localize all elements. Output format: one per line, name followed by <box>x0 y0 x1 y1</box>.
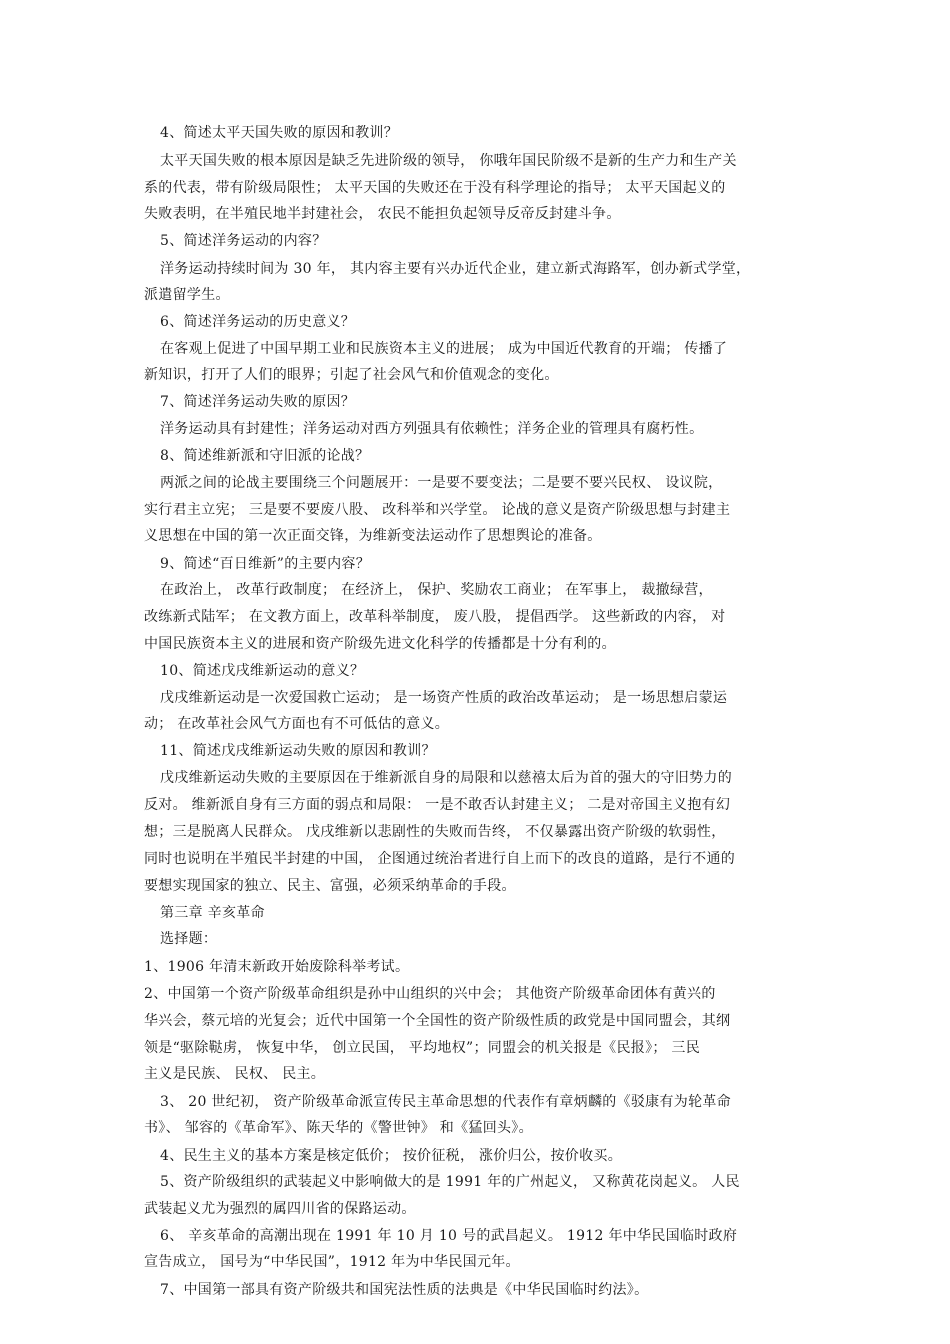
text-line: 实行君主立宪； 三是要不要废八股、 改科举和兴学堂。 论战的意义是资产阶级思想与封建主 <box>144 502 731 518</box>
text-line: 洋务运动持续时间为 30 年， 其内容主要有兴办近代企业，建立新式海路军，创办新式学堂， <box>160 261 751 277</box>
text-line: 6、 辛亥革命的高潮出现在 1991 年 10 月 10 号的武昌起义。 1912 年中华民国临时政府 <box>160 1228 738 1244</box>
text-line: 同时也说明在半殖民半封建的中国， 企图通过统治者进行自上而下的改良的道路，是行不通的 <box>144 851 736 867</box>
text-line: 改练新式陆军； 在文教方面上，改革科举制度， 废八股， 提倡西学。 这些新政的内容， 对 <box>144 609 726 625</box>
text-line: 选择题： <box>160 931 218 947</box>
text-line: 派遣留学生。 <box>144 287 230 303</box>
text-line: 中国民族资本主义的进展和资产阶级先进文化科学的传播都是十分有利的。 <box>144 636 616 652</box>
text-line: 7、中国第一部具有资产阶级共和国宪法性质的法典是《中华民国临时约法》。 <box>160 1282 649 1298</box>
text-line: 义思想在中国的第一次正面交锋，为维新变法运动作了思想舆论的准备。 <box>144 528 602 544</box>
text-line: 7、简述洋务运动失败的原因？ <box>160 394 356 410</box>
text-line: 洋务运动具有封建性；洋务运动对西方列强具有依赖性；洋务企业的管理具有腐朽性。 <box>160 421 704 437</box>
text-line: 第三章 辛亥革命 <box>160 905 265 921</box>
text-line: 要想实现国家的独立、民主、富强，必须采纳革命的手段。 <box>144 878 516 894</box>
text-line: 领是“驱除鞑虏， 恢复中华， 创立民国， 平均地权”；同盟会的机关报是《民报》； 三民 <box>144 1040 701 1056</box>
text-line: 1、1906 年清末新政开始废除科举考试。 <box>144 959 410 975</box>
text-line: 两派之间的论战主要围绕三个问题展开：一是要不要变法；二是要不要兴民权、 设议院， <box>160 475 723 491</box>
text-line: 戊戌维新运动失败的主要原因在于维新派自身的局限和以慈禧太后为首的强大的守旧势力的 <box>160 770 732 786</box>
text-line: 戊戌维新运动是一次爱国救亡运动； 是一场资产性质的政治改革运动； 是一场思想启蒙运 <box>160 690 728 706</box>
text-line: 宣告成立， 国号为“中华民国”，1912 年为中华民国元年。 <box>144 1254 520 1270</box>
text-line: 6、简述洋务运动的历史意义？ <box>160 314 356 330</box>
text-line: 5、简述洋务运动的内容？ <box>160 233 327 249</box>
text-line: 武装起义尤为强烈的属四川省的保路运动。 <box>144 1201 416 1217</box>
text-line: 在客观上促进了中国早期工业和民族资本主义的进展； 成为中国近代教育的开端； 传播了 <box>160 341 728 357</box>
text-line: 5、资产阶级组织的武装起义中影响做大的是 1991 年的广州起义， 又称黄花岗起义。 人民 <box>160 1174 740 1190</box>
text-line: 动； 在改革社会风气方面也有不可低估的意义。 <box>144 716 450 732</box>
text-line: 4、民生主义的基本方案是核定低价； 按价征税， 涨价归公，按价收买。 <box>160 1148 623 1164</box>
text-line: 失败表明，在半殖民地半封建社会， 农民不能担负起领导反帝反封建斗争。 <box>144 206 621 222</box>
text-line: 系的代表，带有阶级局限性； 太平天国的失败还在于没有科学理论的指导； 太平天国起义的 <box>144 180 726 196</box>
text-line: 反对。 维新派自身有三方面的弱点和局限： 一是不敢否认封建主义； 二是对帝国主义抱有幻 <box>144 797 731 813</box>
text-line: 9、简述“百日维新”的主要内容？ <box>160 556 371 572</box>
text-line: 8、简述维新派和守旧派的论战？ <box>160 448 370 464</box>
text-line: 华兴会，蔡元培的光复会；近代中国第一个全国性的资产阶级性质的政党是中国同盟会，其纲 <box>144 1013 731 1029</box>
text-line: 2、中国第一个资产阶级革命组织是孙中山组织的兴中会； 其他资产阶级革命团体有黄兴的 <box>144 986 716 1002</box>
text-line: 11、简述戊戌维新运动失败的原因和教训？ <box>160 743 436 759</box>
text-line: 3、 20 世纪初， 资产阶级革命派宣传民主革命思想的代表作有章炳麟的《驳康有为轮革命 <box>160 1094 731 1110</box>
text-line: 想；三是脱离人民群众。 戊戌维新以悲剧性的失败而告终， 不仅暴露出资产阶级的软弱性， <box>144 824 726 840</box>
text-line: 新知识，打开了人们的眼界；引起了社会风气和价值观念的变化。 <box>144 367 559 383</box>
text-line: 10、简述戊戌维新运动的意义？ <box>160 663 365 679</box>
text-line: 主义是民族、 民权、 民主。 <box>144 1066 326 1082</box>
text-line: 书》、 邹容的《革命军》、陈天华的《警世钟》 和《猛回头》。 <box>144 1120 533 1136</box>
text-line: 4、简述太平天国失败的原因和教训？ <box>160 125 399 141</box>
text-line: 太平天国失败的根本原因是缺乏先进阶级的领导， 你哦年国民阶级不是新的生产力和生产关 <box>160 153 737 169</box>
text-line: 在政治上， 改革行政制度； 在经济上， 保护、奖励农工商业； 在军事上， 裁撤绿营， <box>160 582 713 598</box>
